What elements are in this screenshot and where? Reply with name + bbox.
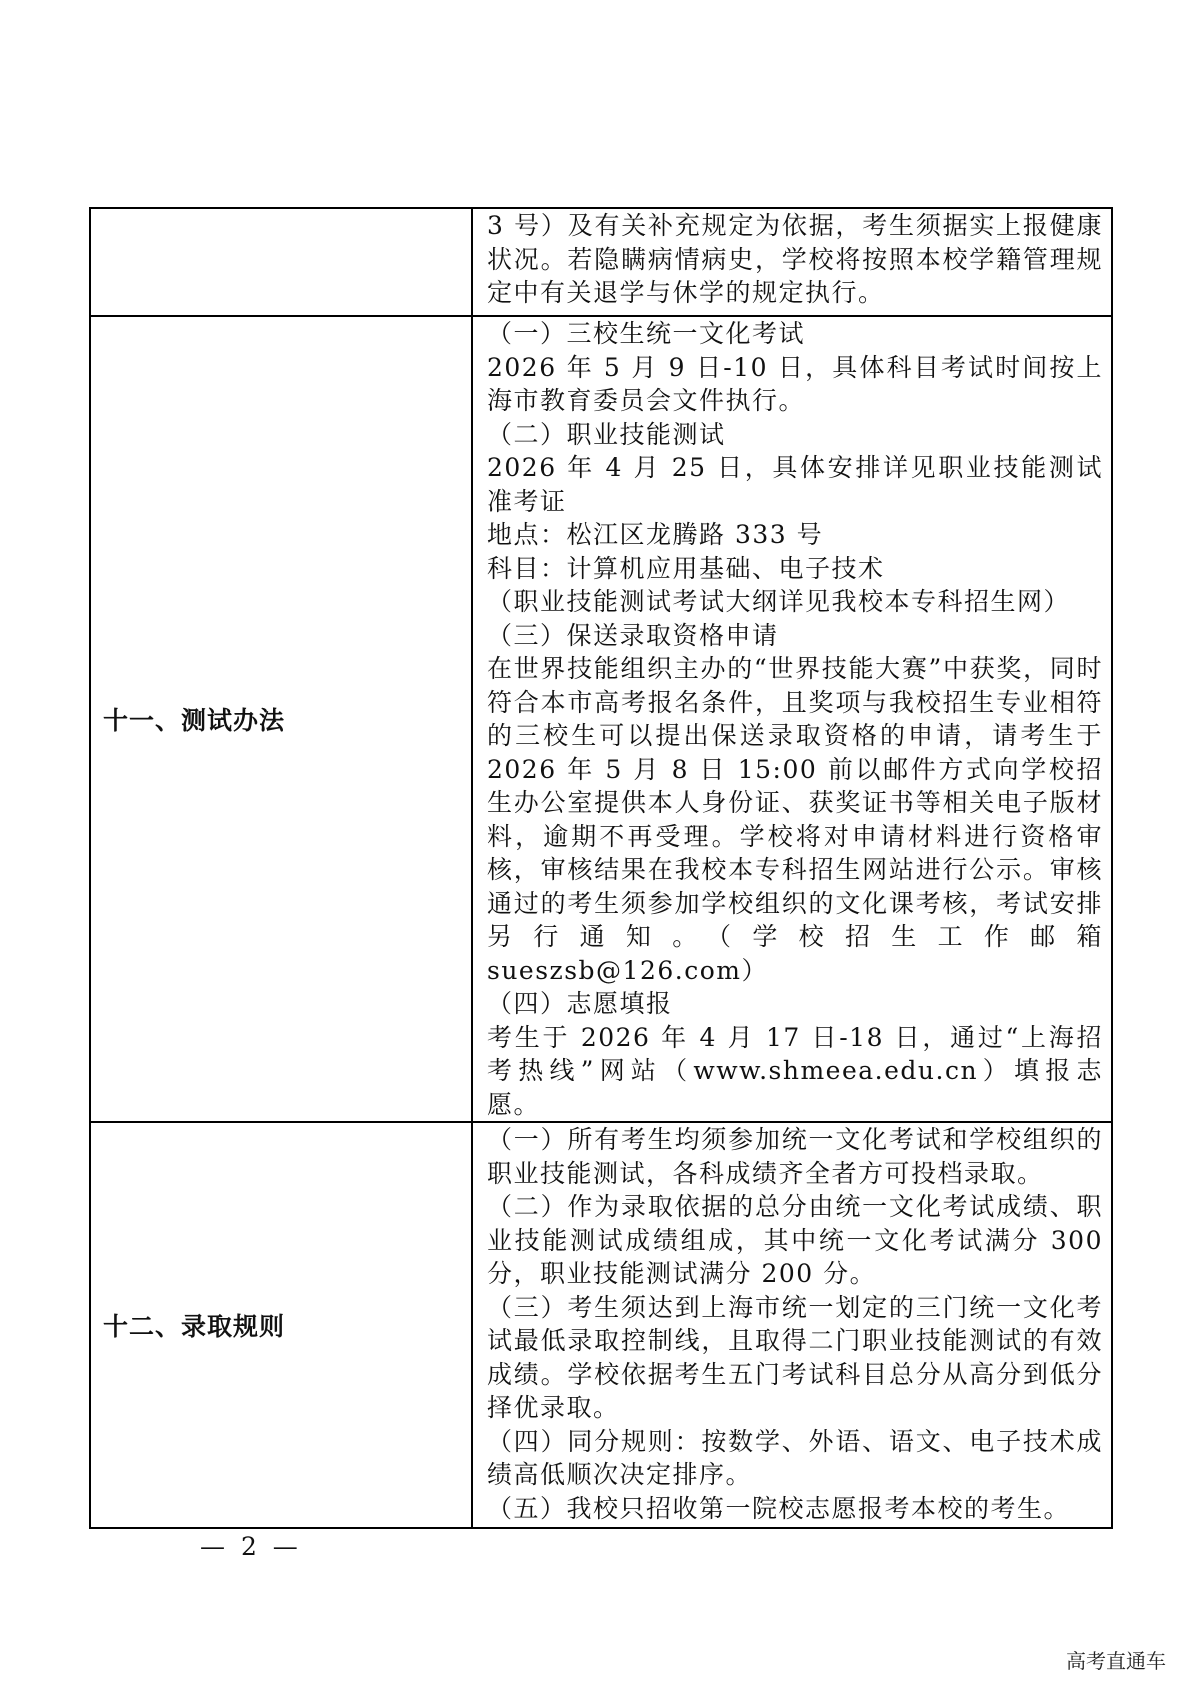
paragraph: （二）作为录取依据的总分由统一文化考试成绩、职业技能测试成绩组成，其中统一文化考试满分 300 分，职业技能测试满分 200 分。 bbox=[487, 1192, 1103, 1288]
section-heading: （二）职业技能测试 bbox=[487, 419, 726, 449]
table-row-test-methods bbox=[90, 316, 1112, 1122]
admissions-table bbox=[89, 207, 1113, 1529]
page-number: — 2 — bbox=[200, 1532, 302, 1561]
row-label bbox=[91, 248, 103, 277]
paragraph: （三）考生须达到上海市统一划定的三门统一文化考试最低录取控制线，且取得二门职业技能测试的有效成绩。学校依据考生五门考试科目总分从高分到低分择优录取。 bbox=[487, 1292, 1103, 1422]
row-label-cell bbox=[90, 208, 472, 316]
watermark-text: 高考直通车 bbox=[1066, 1649, 1166, 1673]
paragraph: 考生于 2026 年 4 月 17 日-18 日，通过“上海招考热线”网站（www.shmeea.edu.cn）填报志愿。 bbox=[487, 1022, 1103, 1119]
row-label-cell bbox=[90, 316, 472, 1122]
row-content-cell bbox=[472, 1122, 1112, 1528]
paragraph: 3 号）及有关补充规定为依据，考生须据实上报健康状况。若隐瞒病情病史，学校将按照本校学籍管理规定中有关退学与休学的规定执行。 bbox=[487, 211, 1103, 307]
paragraph: 地点：松江区龙腾路 333 号 bbox=[487, 520, 824, 549]
paragraph: （五）我校只招收第一院校志愿报考本校的考生。 bbox=[487, 1493, 1071, 1523]
paragraph: 科目：计算机应用基础、电子技术 bbox=[487, 553, 885, 583]
table-row-admission-rules bbox=[90, 1122, 1112, 1528]
row-label-cell bbox=[90, 1122, 472, 1528]
paragraph: 在世界技能组织主办的“世界技能大赛”中获奖，同时符合本市高考报名条件，且奖项与我校招生专业相符的三校生可以提出保送录取资格的申请，请考生于 2026 年 5 月 8 日 15:00 前以邮件方式向学校招生办公室提供本人身份证、获奖证书等相关电子版材料，逾期不再受理。学校将对申请材料进行资格审核，审核结果在我校本专科招生网站进行公示。审核通过的考生须参加学校组织的文化课考核，考试安排另行通知。（学校招生工作邮箱 sueszsb@126.com） bbox=[487, 654, 1103, 985]
paragraph: （一）所有考生均须参加统一文化考试和学校组织的职业技能测试，各科成绩齐全者方可投档录取。 bbox=[487, 1125, 1103, 1188]
row-label: 十一、测试办法 bbox=[103, 706, 286, 735]
section-heading: （四）志愿填报 bbox=[487, 989, 673, 1018]
row-content-cell bbox=[472, 208, 1112, 316]
paragraph: （四）同分规则：按数学、外语、语文、电子技术成绩高低顺次决定排序。 bbox=[487, 1426, 1103, 1489]
paragraph: 2026 年 5 月 9 日-10 日，具体科目考试时间按上海市教育委员会文件执行。 bbox=[487, 352, 1103, 415]
row-content-cell bbox=[472, 316, 1112, 1122]
section-heading: （三）保送录取资格申请 bbox=[487, 620, 779, 650]
table-row-health bbox=[90, 208, 1112, 316]
section-heading: （一）三校生统一文化考试 bbox=[487, 319, 806, 348]
row-label: 十二、录取规则 bbox=[103, 1312, 286, 1341]
paragraph: 2026 年 4 月 25 日，具体安排详见职业技能测试准考证 bbox=[487, 453, 1103, 516]
paragraph: （职业技能测试考试大纲详见我校本专科招生网） bbox=[487, 587, 1071, 616]
